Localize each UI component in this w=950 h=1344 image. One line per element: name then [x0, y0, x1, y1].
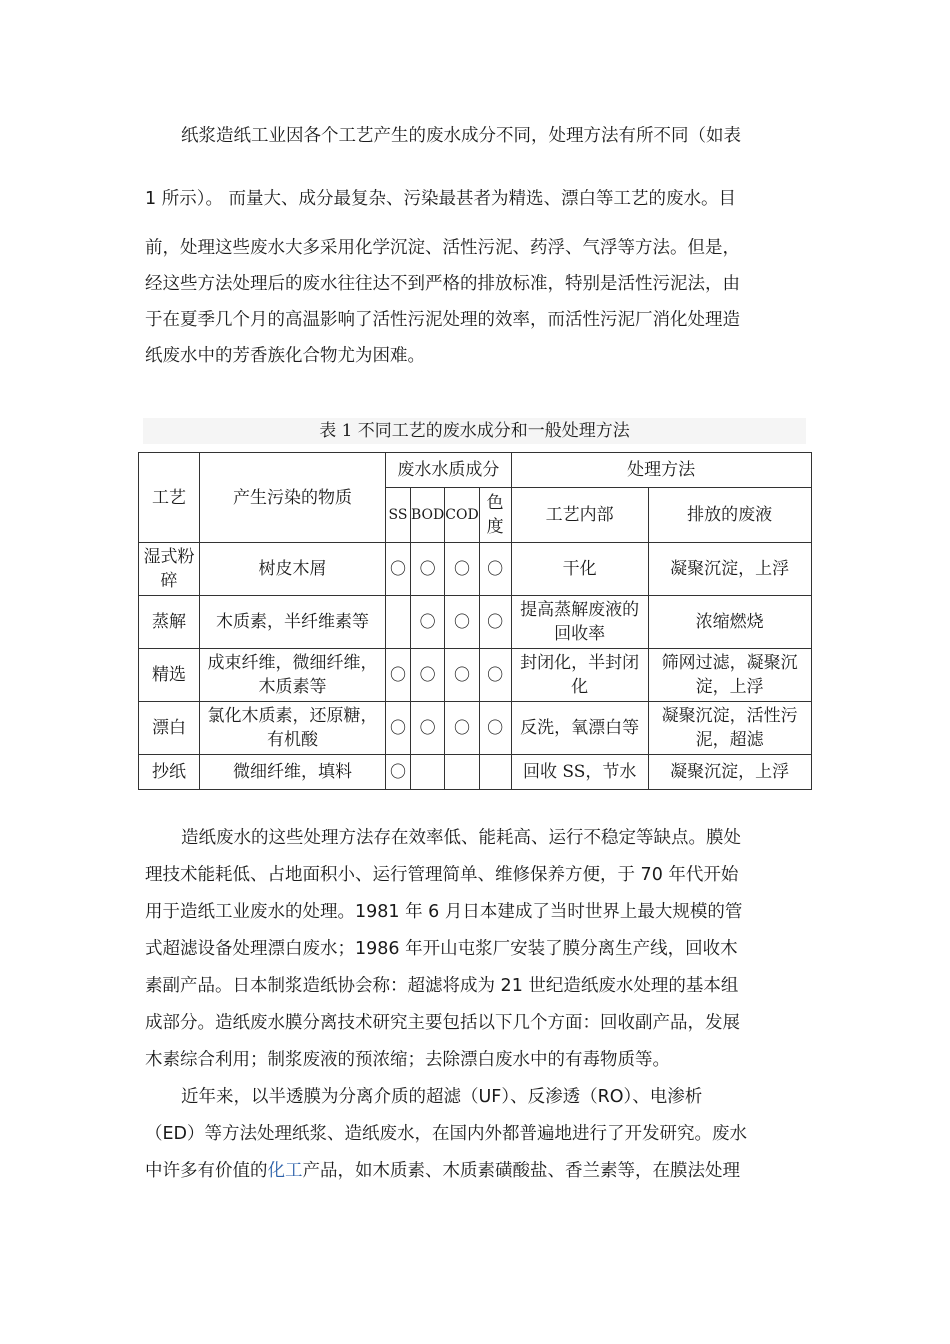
cell-cod	[445, 755, 479, 790]
header-pollutant: 产生污染的物质	[200, 453, 386, 543]
cell-pollutant: 氯化木质素，还原糖，有机酸	[200, 702, 386, 755]
cell-ss: 〇	[386, 649, 411, 702]
cell-pollutant: 成束纤维，微细纤维，木质素等	[200, 649, 386, 702]
cell-discharge: 凝聚沉淀，活性污泥，超滤	[648, 702, 811, 755]
cell-color	[479, 755, 511, 790]
text-segment: 中许多有价值的	[145, 1161, 268, 1181]
table-row	[139, 702, 812, 755]
paragraph-line: 于在夏季几个月的高温影响了活性污泥处理的效率，而活性污泥厂消化处理造	[145, 310, 740, 330]
cell-discharge: 凝聚沉淀，上浮	[648, 755, 811, 790]
process-table	[138, 452, 812, 790]
paragraph-line: 前，处理这些废水大多采用化学沉淀、活性污泥、药浮、气浮等方法。但是，	[145, 238, 740, 258]
header-discharge: 排放的废液	[648, 488, 811, 543]
table-row	[139, 596, 812, 649]
cell-bod: 〇	[411, 596, 445, 649]
paragraph-line: 纸浆造纸工业因各个工艺产生的废水成分不同，处理方法有所不同（如表	[181, 126, 741, 146]
cell-cod: 〇	[445, 649, 479, 702]
cell-bod	[411, 755, 445, 790]
chemical-industry-link[interactable]: 化工	[267, 1161, 303, 1181]
cell-discharge: 筛网过滤，凝聚沉淀，上浮	[648, 649, 811, 702]
table-row	[139, 755, 812, 790]
paragraph-line: 成部分。造纸废水膜分离技术研究主要包括以下几个方面：回收副产品，发展	[145, 1013, 740, 1033]
paragraph-line: 近年来，以半透膜为分离介质的超滤（UF）、反渗透（RO）、电渗析	[181, 1087, 703, 1107]
paragraph-line: 纸废水中的芳香族化合物尤为困难。	[145, 346, 425, 366]
cell-color: 〇	[479, 702, 511, 755]
header-ss: SS	[386, 488, 411, 543]
paragraph-1	[145, 118, 805, 374]
cell-bod: 〇	[411, 649, 445, 702]
cell-internal: 反洗，氧漂白等	[511, 702, 648, 755]
cell-pollutant: 微细纤维，填料	[200, 755, 386, 790]
paragraph-line	[145, 1153, 805, 1190]
cell-ss: 〇	[386, 702, 411, 755]
paragraph-2	[145, 820, 805, 1079]
cell-internal: 干化	[511, 543, 648, 596]
cell-color: 〇	[479, 543, 511, 596]
cell-bod: 〇	[411, 543, 445, 596]
cell-discharge: 浓缩燃烧	[648, 596, 811, 649]
cell-process: 蒸解	[139, 596, 200, 649]
cell-process: 湿式粉碎	[139, 543, 200, 596]
paragraph-line: 造纸废水的这些处理方法存在效率低、能耗高、运行不稳定等缺点。膜处	[181, 828, 741, 848]
header-method-group: 处理方法	[511, 453, 811, 488]
cell-cod: 〇	[445, 543, 479, 596]
cell-pollutant: 树皮木屑	[200, 543, 386, 596]
header-cod: COD	[445, 488, 479, 543]
header-color: 色度	[479, 488, 511, 543]
cell-internal: 提高蒸解废液的回收率	[511, 596, 648, 649]
header-bod: BOD	[411, 488, 445, 543]
text-segment: 产品，如木质素、木质素磺酸盐、香兰素等，在膜法处理	[302, 1161, 740, 1181]
paragraph-3	[145, 1079, 805, 1190]
cell-ss: 〇	[386, 755, 411, 790]
header-internal: 工艺内部	[511, 488, 648, 543]
cell-cod: 〇	[445, 702, 479, 755]
table-row	[139, 649, 812, 702]
paragraph-line: 用于造纸工业废水的处理。1981 年 6 月日本建成了当时世界上最大规模的管	[145, 902, 743, 922]
cell-process: 抄纸	[139, 755, 200, 790]
paragraph-line: 式超滤设备处理漂白废水；1986 年开山屯浆厂安装了膜分离生产线，回收木	[145, 939, 738, 959]
paragraph-line: 理技术能耗低、占地面积小、运行管理简单、维修保养方便，于 70 年代开始	[145, 865, 739, 885]
header-process: 工艺	[139, 453, 200, 543]
cell-color: 〇	[479, 596, 511, 649]
cell-internal: 回收 SS，节水	[511, 755, 648, 790]
paragraph-line: 素副产品。日本制浆造纸协会称：超滤将成为 21 世纪造纸废水处理的基本组	[145, 976, 739, 996]
cell-ss	[386, 596, 411, 649]
table-caption: 表 1 不同工艺的废水成分和一般处理方法	[143, 418, 806, 444]
cell-cod: 〇	[445, 596, 479, 649]
cell-discharge: 凝聚沉淀，上浮	[648, 543, 811, 596]
paragraph-line: （ED）等方法处理纸浆、造纸废水，在国内外都普遍地进行了开发研究。废水	[145, 1124, 748, 1144]
table-header-row	[139, 453, 812, 488]
table-row	[139, 543, 812, 596]
cell-bod: 〇	[411, 702, 445, 755]
paragraph-line: 1 所示）。 而量大、成分最复杂、污染最甚者为精选、漂白等工艺的废水。目	[145, 189, 737, 209]
cell-ss: 〇	[386, 543, 411, 596]
cell-process: 漂白	[139, 702, 200, 755]
cell-internal: 封闭化，半封闭化	[511, 649, 648, 702]
paragraph-line: 经这些方法处理后的废水往往达不到严格的排放标准，特别是活性污泥法，由	[145, 274, 740, 294]
cell-process: 精选	[139, 649, 200, 702]
cell-color: 〇	[479, 649, 511, 702]
cell-pollutant: 木质素，半纤维素等	[200, 596, 386, 649]
header-quality-group: 废水水质成分	[386, 453, 512, 488]
paragraph-line: 木素综合利用；制浆废液的预浓缩；去除漂白废水中的有毒物质等。	[145, 1050, 670, 1070]
